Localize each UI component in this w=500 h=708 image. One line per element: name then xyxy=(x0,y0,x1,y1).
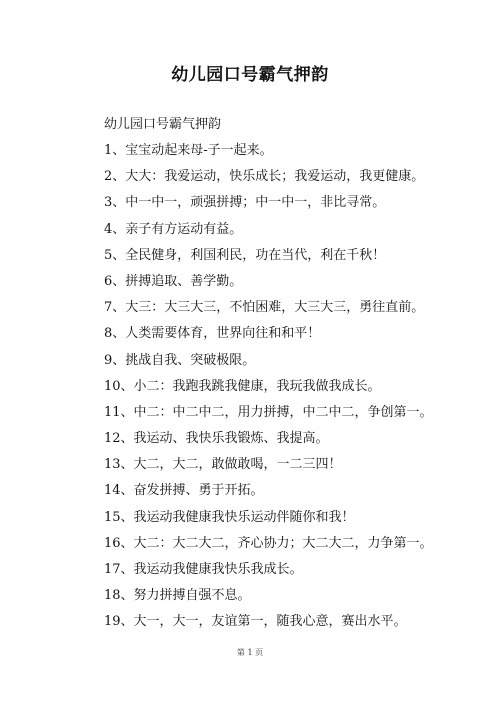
page-number: 第 1 页 xyxy=(236,648,264,657)
slogan-item: 3、中一中一，顽强拼搏；中一中一，非比寻常。 xyxy=(104,195,386,211)
slogan-item: 7、大三：大三大三，不怕困难，大三大三，勇往直前。 xyxy=(104,300,425,316)
slogan-item: 15、我运动我健康我快乐运动伴随你和我！ xyxy=(104,509,355,525)
slogan-list xyxy=(104,142,433,640)
slogan-item: 12、我运动、我快乐我锻炼、我提高。 xyxy=(104,431,329,447)
document-subtitle: 幼儿园口号霸气押韵 xyxy=(104,117,222,132)
slogan-item: 19、大一，大一，友谊第一，随我心意，赛出水平。 xyxy=(104,614,407,630)
slogan-item: 5、全民健身，利国利民，功在当代，利在千秋！ xyxy=(104,247,386,263)
slogan-item: 2、大大：我爱运动，快乐成长；我爱运动，我更健康。 xyxy=(104,169,425,185)
document-title: 幼儿园口号霸气押韵 xyxy=(171,65,329,85)
slogan-item: 11、中二：中二中二，用力拼搏，中二中二，争创第一。 xyxy=(104,404,433,420)
slogan-item: 16、大二：大二大二，齐心协力；大二大二，力争第一。 xyxy=(104,535,433,551)
slogan-item: 4、亲子有方运动有益。 xyxy=(104,221,243,237)
slogan-item: 18、努力拼搏自强不息。 xyxy=(104,588,251,604)
slogan-item: 8、人类需要体育，世界向往和和平！ xyxy=(104,326,321,342)
slogan-item: 13、大二，大二，敢做敢喝，一二三四！ xyxy=(104,457,342,473)
slogan-item: 10、小二：我跑我跳我健康，我玩我做我成长。 xyxy=(104,378,381,394)
slogan-item: 14、奋发拼搏、勇于开拓。 xyxy=(104,483,264,499)
slogan-item: 17、我运动我健康我快乐我成长。 xyxy=(104,562,303,577)
slogan-item: 1、宝宝动起来母-子一起来。 xyxy=(104,143,273,158)
slogan-item: 6、拼搏追取、善学勤。 xyxy=(104,273,243,289)
slogan-item: 9、挑战自我、突破极限。 xyxy=(104,352,256,368)
